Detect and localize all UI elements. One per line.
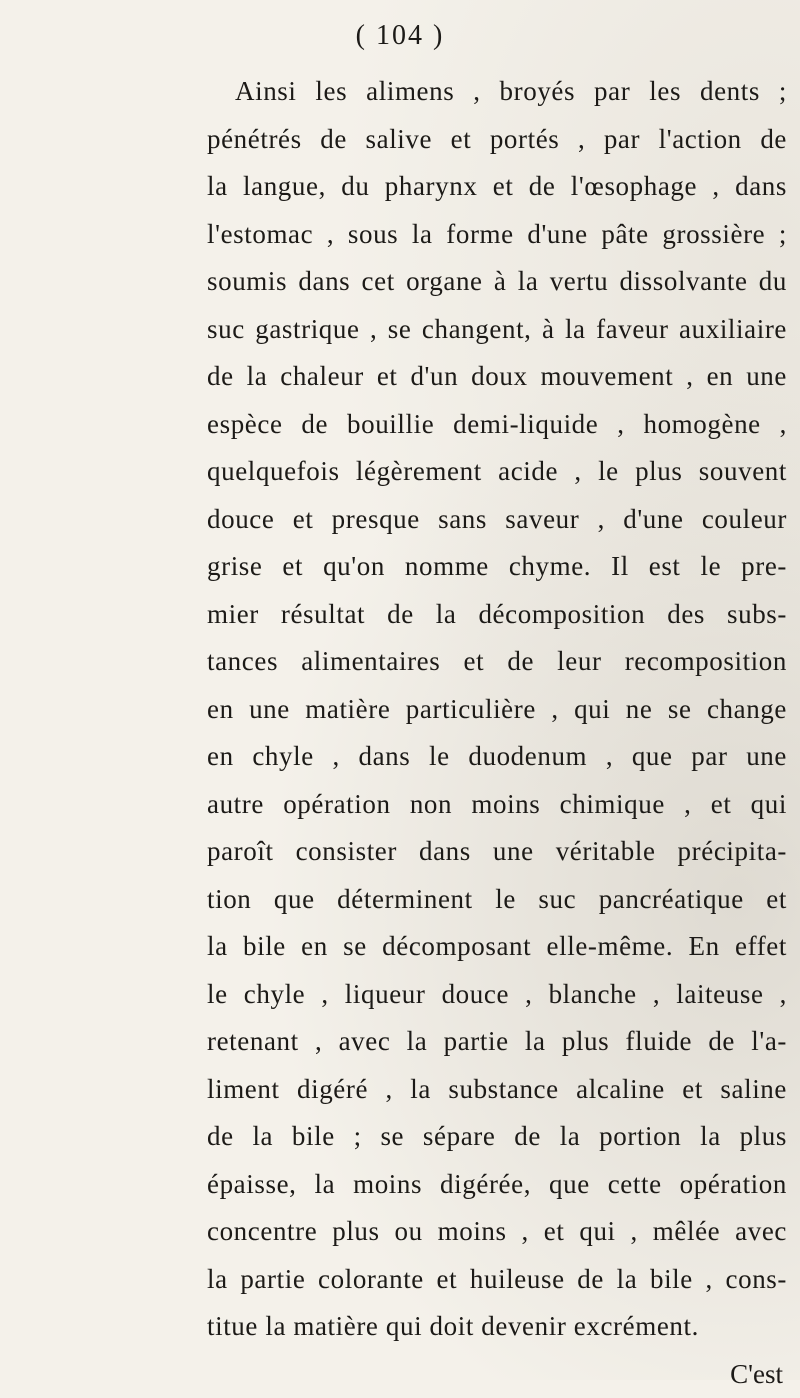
text-line: en une matière particulière , qui ne se change bbox=[207, 686, 787, 734]
text-line: soumis dans cet organe à la vertu dissolvante du bbox=[207, 258, 787, 306]
text-line: espèce de bouillie demi-liquide , homogène , bbox=[207, 401, 787, 449]
catchword: C'est bbox=[207, 1351, 787, 1398]
text-line: le chyle , liqueur douce , blanche , laiteuse , bbox=[207, 971, 787, 1019]
page-number: ( 104 ) bbox=[0, 20, 800, 52]
text-line: quelquefois légèrement acide , le plus souvent bbox=[207, 448, 787, 496]
text-line: la bile en se décomposant elle-même. En effet bbox=[207, 923, 787, 971]
text-line: douce et presque sans saveur , d'une couleur bbox=[207, 496, 787, 544]
text-line: grise et qu'on nomme chyme. Il est le pre- bbox=[207, 543, 787, 591]
text-line: suc gastrique , se changent, à la faveur auxiliaire bbox=[207, 306, 787, 354]
body-text bbox=[207, 68, 787, 1398]
text-line: la partie colorante et huileuse de la bile , cons- bbox=[207, 1256, 787, 1304]
text-line: retenant , avec la partie la plus fluide de l'a- bbox=[207, 1018, 787, 1066]
text-line: autre opération non moins chimique , et qui bbox=[207, 781, 787, 829]
text-line: concentre plus ou moins , et qui , mêlée avec bbox=[207, 1208, 787, 1256]
text-line: Ainsi les alimens , broyés par les dents ; bbox=[207, 68, 787, 116]
text-line: pénétrés de salive et portés , par l'action de bbox=[207, 116, 787, 164]
text-line: liment digéré , la substance alcaline et saline bbox=[207, 1066, 787, 1114]
text-line: épaisse, la moins digérée, que cette opération bbox=[207, 1161, 787, 1209]
text-line: paroît consister dans une véritable précipita- bbox=[207, 828, 787, 876]
text-line: de la chaleur et d'un doux mouvement , en une bbox=[207, 353, 787, 401]
text-line: tion que déterminent le suc pancréatique et bbox=[207, 876, 787, 924]
text-line: la langue, du pharynx et de l'œsophage , dans bbox=[207, 163, 787, 211]
text-line: l'estomac , sous la forme d'une pâte grossière ; bbox=[207, 211, 787, 259]
text-line: tances alimentaires et de leur recomposition bbox=[207, 638, 787, 686]
text-line: titue la matière qui doit devenir excrément. bbox=[207, 1303, 787, 1351]
text-line: mier résultat de la décomposition des subs- bbox=[207, 591, 787, 639]
text-line: de la bile ; se sépare de la portion la plus bbox=[207, 1113, 787, 1161]
text-line: en chyle , dans le duodenum , que par une bbox=[207, 733, 787, 781]
